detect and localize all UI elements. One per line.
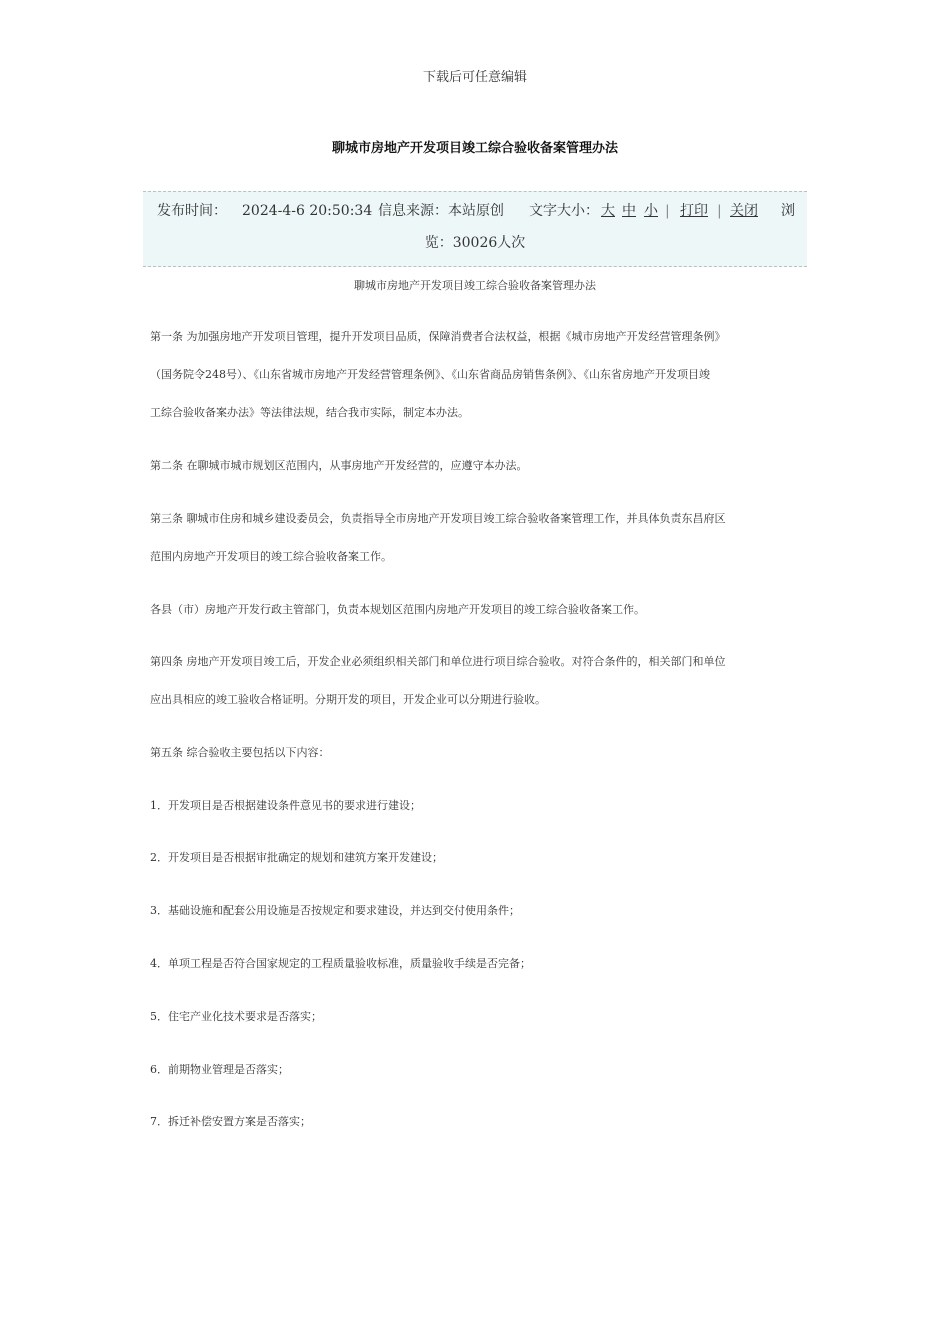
font-size-medium-link[interactable]: 中 [622, 203, 636, 219]
article-4-line-2: 应出具相应的竣工验收合格证明。分期开发的项目，开发企业可以分期进行验收。 [150, 693, 546, 706]
views-prefix: 浏 [781, 203, 795, 219]
article-3-clause-2: 各县（市）房地产开发行政主管部门，负责本规划区范围内房地产开发项目的竣工综合验收备案工作。 [150, 603, 645, 616]
document-heading: 聊城市房地产开发项目竣工综合验收备案管理办法 [354, 279, 596, 292]
print-link[interactable]: 打印 [680, 203, 708, 219]
article-3-line-2: 范围内房地产开发项目的竣工综合验收备案工作。 [150, 550, 392, 563]
info-source: 信息来源：本站原创 [378, 203, 504, 219]
article-info-bar [143, 191, 807, 267]
top-note: 下载后可任意编辑 [422, 70, 527, 85]
article-1-line-1: 第一条 为加强房地产开发项目管理，提升开发项目品质，保障消费者合法权益，根据《城市房地产开发经营管理条例》 [150, 330, 726, 343]
article-4-line-1: 第四条 房地产开发项目竣工后，开发企业必须组织相关部门和单位进行项目综合验收。对符合条件的，相关部门和单位 [150, 655, 726, 668]
font-size-label: 文字大小： [529, 203, 599, 219]
list-item: 3．基础设施和配套公用设施是否按规定和要求建设，并达到交付使用条件； [150, 904, 520, 917]
list-item: 6．前期物业管理是否落实； [150, 1063, 289, 1076]
views-count: 览：30026人次 [424, 235, 526, 251]
font-size-small-link[interactable]: 小 [644, 203, 658, 219]
publish-time: 2024-4-6 20:50:34 [242, 203, 373, 219]
divider: | [665, 203, 670, 219]
page-title: 聊城市房地产开发项目竣工综合验收备案管理办法 [331, 141, 618, 156]
article-1-line-3: 工综合验收备案办法》等法律法规，结合我市实际，制定本办法。 [150, 406, 469, 419]
article-5: 第五条 综合验收主要包括以下内容： [150, 746, 330, 759]
article-3-line-1: 第三条 聊城市住房和城乡建设委员会，负责指导全市房地产开发项目竣工综合验收备案管理工作，并具体负责东昌府区 [150, 512, 726, 525]
list-item: 5．住宅产业化技术要求是否落实； [150, 1010, 322, 1023]
list-item: 7．拆迁补偿安置方案是否落实； [150, 1115, 311, 1128]
publish-label: 发布时间： [157, 203, 227, 219]
article-2: 第二条 在聊城市城市规划区范围内，从事房地产开发经营的，应遵守本办法。 [150, 459, 528, 472]
list-item: 1．开发项目是否根据建设条件意见书的要求进行建设； [150, 799, 421, 812]
info-line [143, 198, 807, 224]
article-1-line-2: （国务院令248号）、《山东省城市房地产开发经营管理条例》、《山东省商品房销售条例》、《山东省房地产开发项目竣 [150, 368, 710, 381]
divider: | [717, 203, 722, 219]
list-item: 4．单项工程是否符合国家规定的工程质量验收标准，质量验收手续是否完备； [150, 957, 531, 970]
font-size-large-link[interactable]: 大 [601, 203, 615, 219]
close-link[interactable]: 关闭 [730, 203, 758, 219]
list-item: 2．开发项目是否根据审批确定的规划和建筑方案开发建设； [150, 851, 443, 864]
